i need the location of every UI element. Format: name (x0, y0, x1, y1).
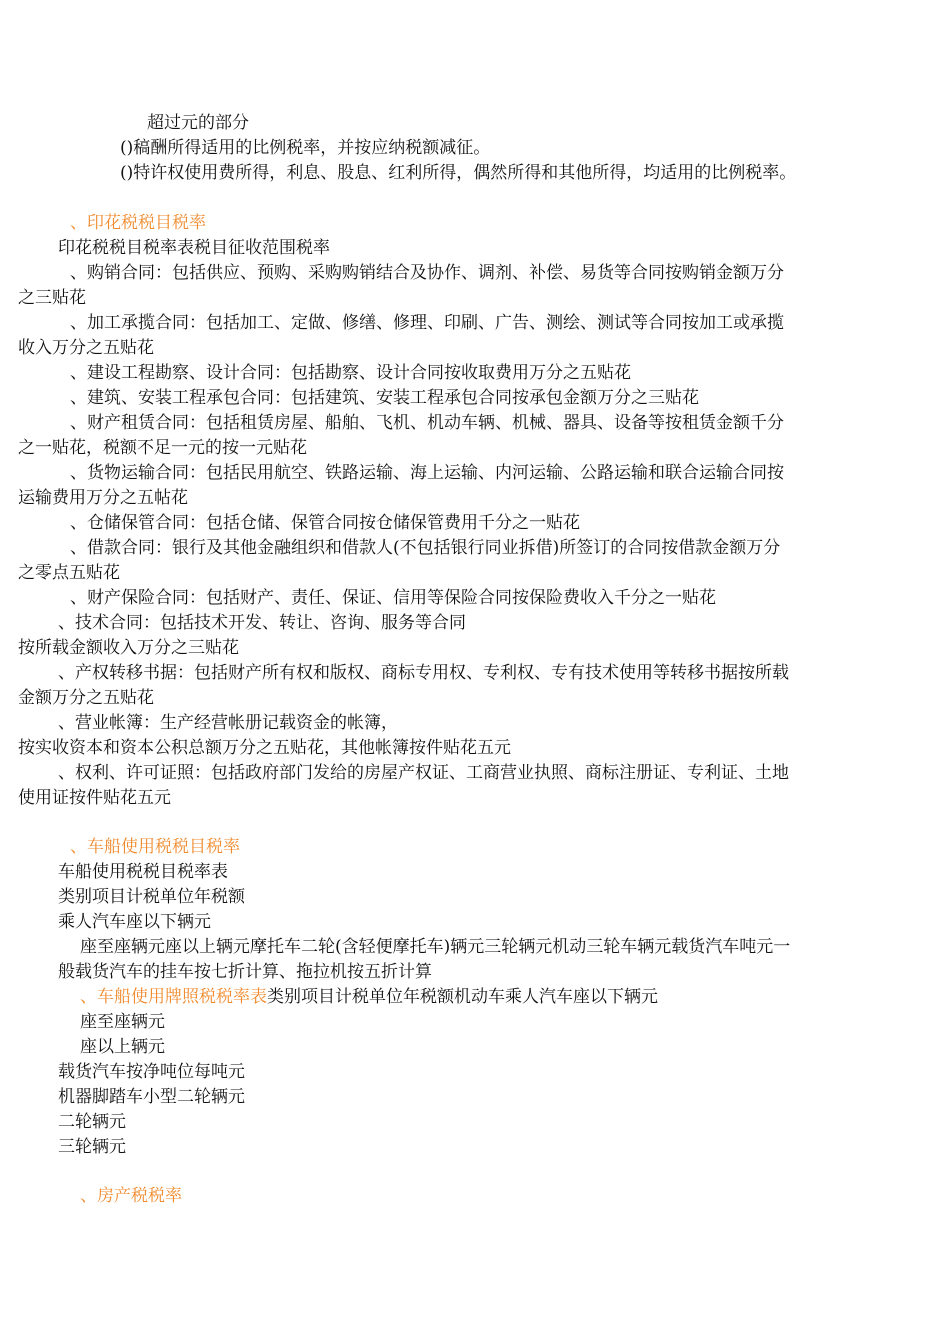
text-line: ()特许权使用费所得，利息、股息、红利所得，偶然所得和其他所得，均适用的比例税率。 (120, 163, 797, 183)
section-heading: 、印花税税目税率 (70, 213, 206, 233)
text-line: 、财产租赁合同：包括租赁房屋、船舶、飞机、机动车辆、机械、器具、设备等按租赁金额千分 (70, 413, 784, 433)
text-line: 般载货汽车的挂车按七折计算、拖拉机按五折计算 (58, 962, 432, 982)
text-line: 印花税税目税率表税目征收范围税率 (58, 238, 330, 258)
text-line: 、购销合同：包括供应、预购、采购购销结合及协作、调剂、补偿、易货等合同按购销金额万分 (70, 263, 784, 283)
section-heading: 、房产税税率 (80, 1186, 182, 1206)
text-line: 、仓储保管合同：包括仓储、保管合同按仓储保管费用千分之一贴花 (70, 513, 580, 533)
text-line: 金额万分之五贴花 (18, 688, 154, 708)
text-line: 、建设工程勘察、设计合同：包括勘察、设计合同按收取费用万分之五贴花 (70, 363, 631, 383)
text-line: 车船使用税税目税率表 (58, 862, 228, 882)
text-line: 、财产保险合同：包括财产、责任、保证、信用等保险合同按保险费收入千分之一贴花 (70, 588, 716, 608)
section-heading: 、车船使用税税目税率 (70, 837, 240, 857)
text-line: 三轮辆元 (58, 1137, 126, 1157)
text-line: 收入万分之五贴花 (18, 338, 154, 358)
text-line: 、营业帐簿：生产经营帐册记载资金的帐簿， (58, 713, 398, 733)
text-line: 座以上辆元 (80, 1037, 165, 1057)
inline-section-heading: 、车船使用牌照税税率表 (80, 987, 267, 1007)
text-line: 、加工承揽合同：包括加工、定做、修缮、修理、印刷、广告、测绘、测试等合同按加工或承揽 (70, 313, 784, 333)
text-line: 二轮辆元 (58, 1112, 126, 1132)
text-line: 之一贴花，税额不足一元的按一元贴花 (18, 438, 307, 458)
text-line: 乘人汽车座以下辆元 (58, 912, 211, 932)
text-line: 超过元的部分 (147, 113, 249, 133)
text-line: 、货物运输合同：包括民用航空、铁路运输、海上运输、内河运输、公路运输和联合运输合同按 (70, 463, 784, 483)
text-line: 座至座辆元座以上辆元摩托车二轮(含轻便摩托车)辆元三轮辆元机动三轮车辆元载货汽车吨元一 (80, 937, 791, 957)
text-line: 按所载金额收入万分之三贴花 (18, 638, 239, 658)
text-line: 、产权转移书据：包括财产所有权和版权、商标专用权、专利权、专有技术使用等转移书据按所载 (58, 663, 789, 683)
text-line: 、建筑、安装工程承包合同：包括建筑、安装工程承包合同按承包金额万分之三贴花 (70, 388, 699, 408)
text-line: 使用证按件贴花五元 (18, 788, 171, 808)
text-line: 之零点五贴花 (18, 563, 120, 583)
text-line: 、借款合同：银行及其他金融组织和借款人(不包括银行同业拆借)所签订的合同按借款金额万分 (70, 538, 781, 558)
text-line: 、权利、许可证照：包括政府部门发给的房屋产权证、工商营业执照、商标注册证、专利证、土地 (58, 763, 789, 783)
text-line: ()稿酬所得适用的比例税率，并按应纳税额减征。 (120, 138, 491, 158)
text-line: 运输费用万分之五帖花 (18, 488, 188, 508)
text-line (80, 985, 658, 1010)
text-line: 之三贴花 (18, 288, 86, 308)
text-line: 载货汽车按净吨位每吨元 (58, 1062, 245, 1082)
text-line: 类别项目计税单位年税额 (58, 887, 245, 907)
text-line: 座至座辆元 (80, 1012, 165, 1032)
text-line: 、技术合同：包括技术开发、转让、咨询、服务等合同 (58, 613, 466, 633)
text-line: 机器脚踏车小型二轮辆元 (58, 1087, 245, 1107)
inline-text: 类别项目计税单位年税额机动车乘人汽车座以下辆元 (267, 987, 658, 1007)
text-line: 按实收资本和资本公积总额万分之五贴花，其他帐簿按件贴花五元 (18, 738, 511, 758)
